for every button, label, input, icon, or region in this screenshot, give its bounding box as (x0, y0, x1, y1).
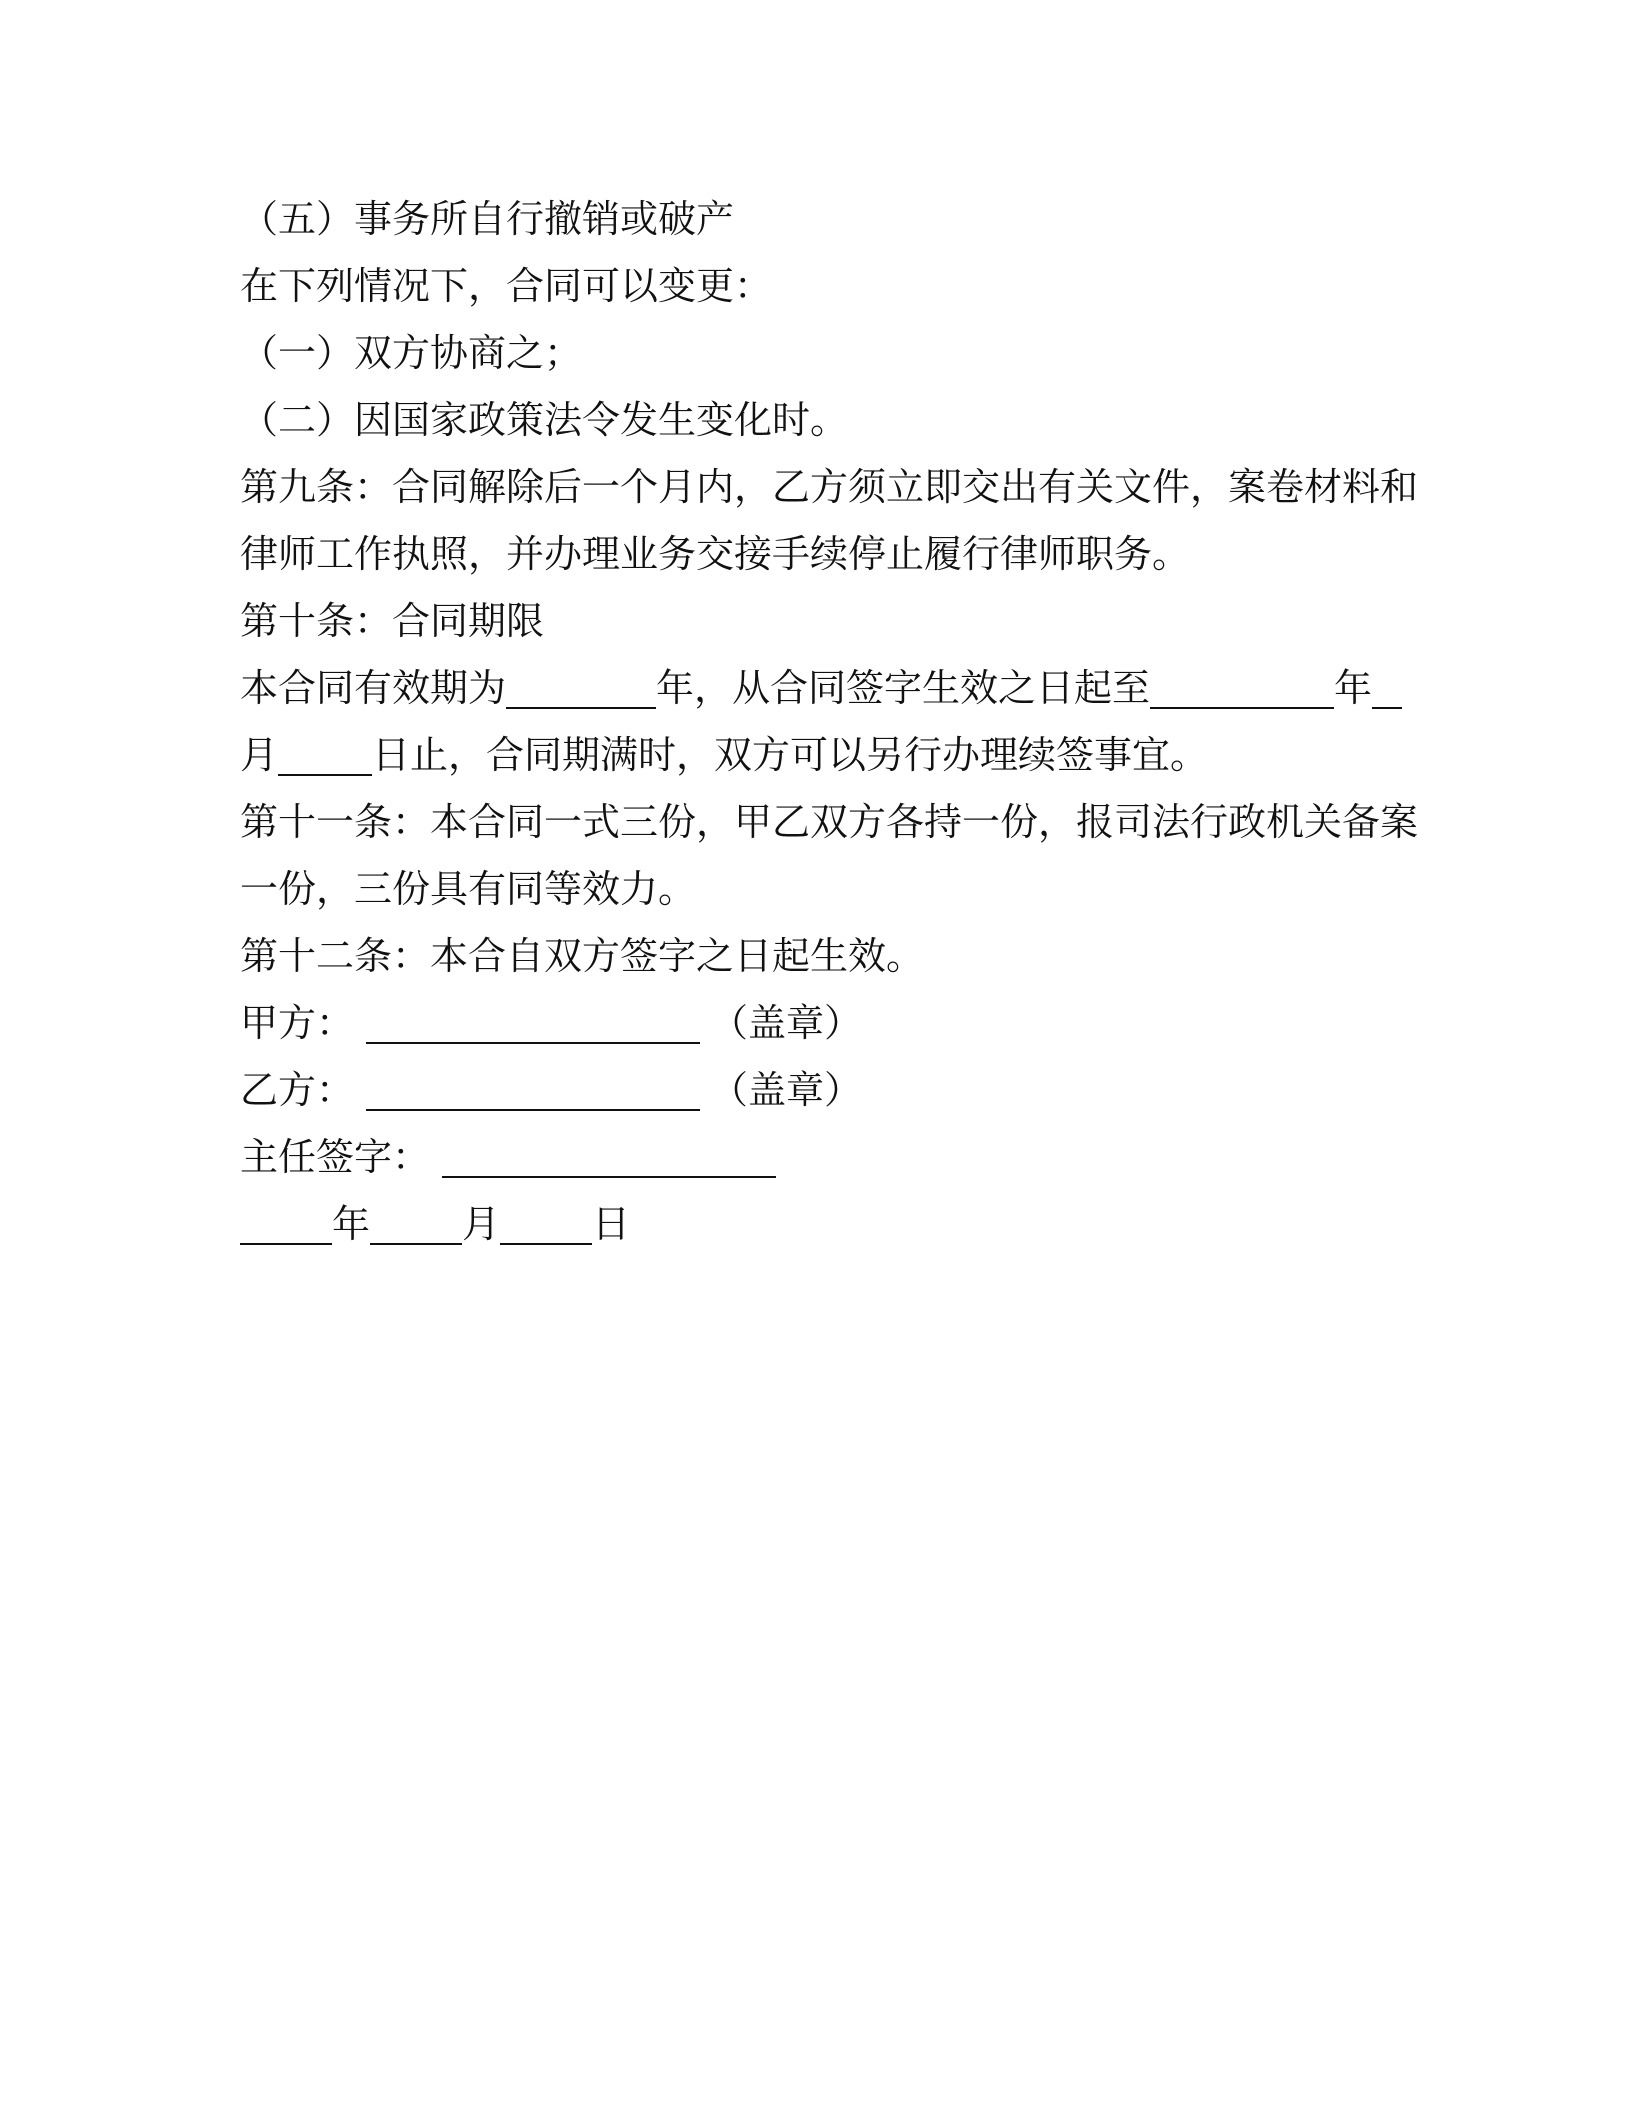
article-eleven-line-2: 一份，三份具有同等效力。 (240, 867, 697, 911)
party-b-label: 乙方： (240, 1068, 355, 1112)
party-b-signature-row (240, 1057, 1390, 1124)
director-label: 主任签字： (240, 1135, 431, 1179)
contract-body (240, 186, 1419, 1258)
article-eleven-line-1: 第十一条：本合同一式三份，甲乙双方各持一份，报司法行政机关备案 (240, 800, 1419, 844)
change-condition-two: （二）因国家政策法令发生变化时。 (240, 398, 849, 442)
term-end-month-blank[interactable] (1372, 667, 1402, 709)
party-b-seal-note: （盖章） (710, 1068, 863, 1112)
term-line-2 (240, 722, 1390, 789)
party-a-seal-note: （盖章） (710, 1001, 863, 1045)
article-nine-line-1: 第九条：合同解除后一个月内，乙方须立即交出有关文件，案卷材料和 (240, 465, 1419, 509)
party-a-label: 甲方： (240, 1001, 355, 1045)
party-b-signature-blank[interactable] (366, 1069, 700, 1111)
term-text-d: 月 (240, 733, 279, 777)
change-conditions-heading: 在下列情况下，合同可以变更： (240, 264, 773, 308)
party-a-signature-blank[interactable] (366, 1002, 700, 1044)
date-day-label: 日 (592, 1202, 631, 1246)
date-month-label: 月 (462, 1202, 501, 1246)
director-signature-blank[interactable] (442, 1136, 776, 1178)
date-day-blank[interactable] (500, 1203, 592, 1245)
article-ten-heading: 第十条：合同期限 (240, 599, 545, 643)
term-end-day-blank[interactable] (278, 734, 372, 776)
party-a-signature-row (240, 990, 1390, 1057)
term-text-b: 年，从合同签字生效之日起至 (656, 666, 1151, 710)
change-condition-one: （一）双方协商之； (240, 331, 583, 375)
article-twelve: 第十二条：本合自双方签字之日起生效。 (240, 934, 925, 978)
term-end-year-blank[interactable] (1150, 667, 1334, 709)
signing-date-row (240, 1191, 1390, 1258)
term-years-blank[interactable] (506, 667, 656, 709)
date-year-label: 年 (332, 1202, 371, 1246)
director-signature-row (240, 1124, 1390, 1191)
date-month-blank[interactable] (370, 1203, 462, 1245)
date-year-blank[interactable] (240, 1203, 332, 1245)
term-text-a: 本合同有效期为 (240, 666, 507, 710)
term-line-1 (240, 655, 1390, 722)
term-text-e: 日止，合同期满时，双方可以另行办理续签事宜。 (372, 733, 1209, 777)
term-text-c: 年 (1334, 666, 1373, 710)
article-nine-line-2: 律师工作执照，并办理业务交接手续停止履行律师职务。 (240, 532, 1191, 576)
clause-five-bankruptcy: （五）事务所自行撤销或破产 (240, 197, 735, 241)
